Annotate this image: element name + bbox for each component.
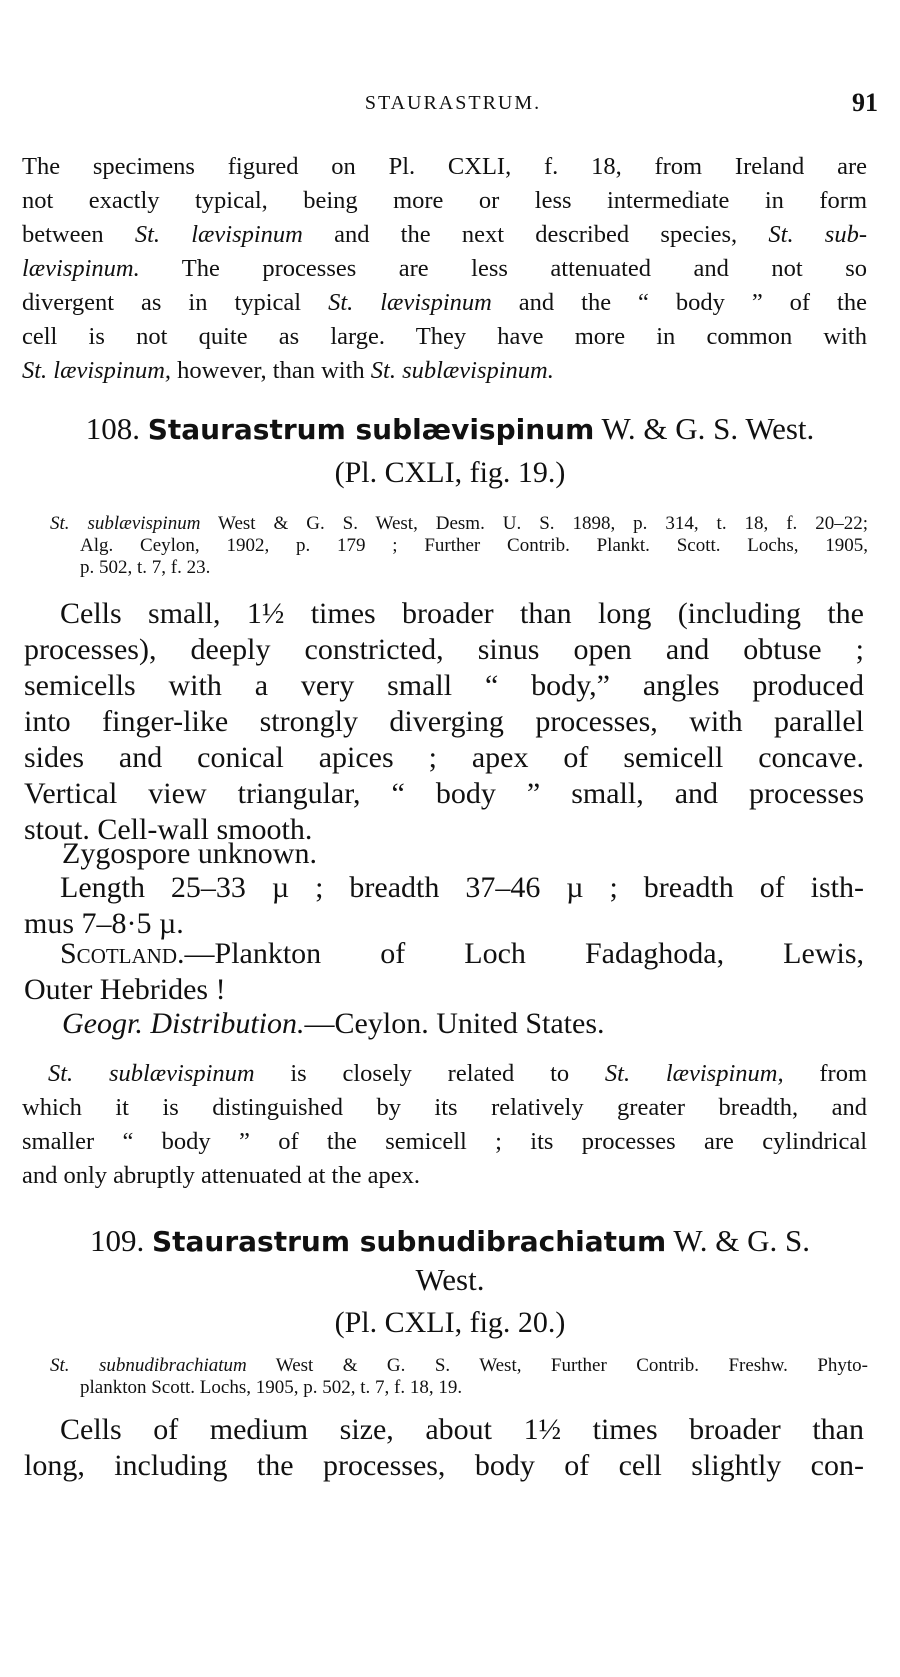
- page-number: 91: [852, 88, 878, 117]
- text-line: The specimens figured on Pl. CXLI, f. 18, from Ireland are: [22, 153, 867, 180]
- species-108-zygospore: Zygospore unknown.: [62, 837, 317, 870]
- running-head: [28, 88, 878, 118]
- species-108-distribution: Geogr. Distribution.—Ceylon. United States.: [62, 1007, 605, 1040]
- species-108-locality: Scotland.—Plankton of Loch Fadaghoda, Lewis, Outer Hebrides !: [24, 937, 864, 1006]
- text-line: between St. lævispinum and the next described species, St. sub-: [22, 221, 867, 248]
- text-line: divergent as in typical St. lævispinum and the “ body ” of the: [22, 289, 867, 316]
- species-authority-cont: West.: [415, 1262, 485, 1297]
- text-line: lævispinum. The processes are less attenuated and not so: [22, 255, 867, 282]
- species-number: 109.: [89, 1223, 145, 1258]
- text-line: St. lævispinum, however, than with St. sublævispinum.: [22, 357, 554, 384]
- running-title: STAURASTRUM.: [364, 92, 542, 114]
- species-109-heading: [20, 1222, 880, 1299]
- species-109-plate-ref: (Pl. CXLI, fig. 20.): [334, 1306, 566, 1339]
- species-name: Staurastrum sublævispinum: [147, 413, 595, 446]
- text-line: not exactly typical, being more or less intermediate in form: [22, 187, 867, 214]
- species-109-synonymy: St. subnudibrachiatum West & G. S. West, Further Contrib. Freshw. Phyto- plankton Scott. Lochs, 1905, p. 502, t. 7, f. 18, 19.: [50, 1355, 868, 1398]
- species-108-description: Cells small, 1½ times broader than long (including the processes), deeply constricted, sinus open and obtuse ; semicells with a very small “ body,” angles produced into finger-like strongly diverging processes, with parallel sides and conical apices ; apex of semicell concave. Vertical view triangular, “ body ” small, and processes stout. Cell-wall smooth.: [24, 597, 864, 846]
- intro-paragraph: [22, 150, 867, 388]
- species-108-plate-ref: (Pl. CXLI, fig. 19.): [334, 456, 566, 489]
- species-108-synonymy: St. sublævispinum West & G. S. West, Desm. U. S. 1898, p. 314, t. 18, f. 20–22; Alg. Ceylon, 1902, p. 179 ; Further Contrib. Plankt. Scott. Lochs, 1905, p. 502, t. 7, f. 23.: [50, 513, 869, 578]
- species-109-description: Cells of medium size, about 1½ times broader than long, including the processes, body of cell slightly con-: [24, 1413, 864, 1482]
- species-authority: W. & G. S. West.: [594, 411, 815, 446]
- species-108-remarks: St. sublævispinum is closely related to St. lævispinum, from which it is distinguished by its relatively greater breadth, and smaller “ body ” of the semicell ; its processes are cylindrical and only abruptly attenuated at the apex.: [22, 1060, 868, 1189]
- species-108-dimensions: Length 25–33 µ ; breadth 37–46 µ ; breadth of isth- mus 7–8·5 µ.: [24, 871, 864, 940]
- species-authority: W. & G. S.: [666, 1223, 811, 1258]
- species-108-heading: [20, 410, 880, 449]
- text-line: cell is not quite as large. They have more in common with: [22, 323, 867, 350]
- species-name: Staurastrum subnudibrachiatum: [151, 1225, 667, 1258]
- species-number: 108.: [85, 411, 140, 446]
